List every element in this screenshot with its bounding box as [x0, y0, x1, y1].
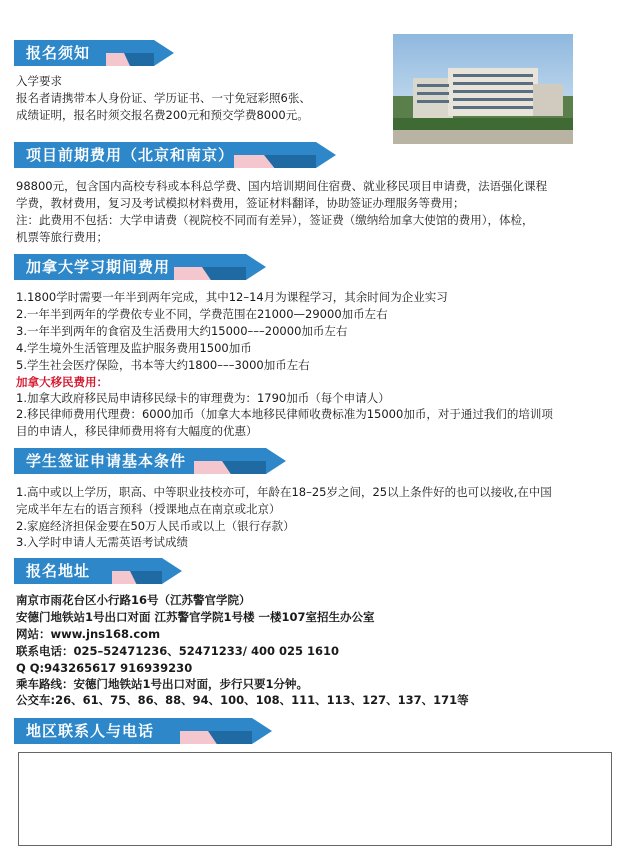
route-info: 乘车路线：安德门地铁站1号出口对面，步行只要1分钟。 — [16, 677, 309, 691]
website-link[interactable]: 网站：www.jns168.com — [16, 627, 161, 641]
section-banner-address — [14, 558, 182, 584]
canada-line: 2.一年半到两年的学费依专业不同，学费范围在21000—29000加币左右 — [16, 307, 388, 321]
section-title: 地区联系人与电话 — [26, 722, 155, 740]
address-line: 南京市雨花台区小行路16号（江苏警官学院） — [16, 593, 251, 607]
prefees-line: 学费，教材费用，复习及考试模拟材料费用，签证材料翻译，协助签证办理服务等费用； — [16, 196, 465, 210]
qq-numbers: Q Q:943265617 916939230 — [16, 661, 193, 675]
prefees-line: 注：此费用不包括：大学申请费（视院校不同而有差异），签证费（缴纳给加拿大使馆的费用），体检， — [16, 213, 534, 227]
section-title: 项目前期费用（北京和南京） — [26, 146, 235, 164]
immigration-line: 1.加拿大政府移民局申请移民绿卡的审理费为：1790加币（每个申请人） — [16, 391, 390, 405]
prefees-line: 98800元，包含国内高校专科或本科总学费、国内培训期间住宿费、就业移民项目申请费，法语强化课程 — [16, 179, 548, 193]
notice-line: 成绩证明，报名时须交报名费200元和预交学费8000元。 — [16, 108, 309, 122]
bus-lines: 公交车:26、61、75、86、88、94、100、108、111、113、127、137、171等 — [16, 693, 469, 707]
notice-line: 报名者请携带本人身份证、学历证书、一寸免冠彩照6张、 — [16, 91, 311, 105]
section-title: 报名地址 — [26, 562, 91, 580]
immigration-fee-heading: 加拿大移民费用： — [16, 375, 108, 389]
visa-line: 2.家庭经济担保金要在50万人民币或以上（银行存款） — [16, 519, 295, 533]
canada-line: 5.学生社会医疗保险，书本等大约1800–––3000加币左右 — [16, 358, 310, 372]
section-banner-visa — [14, 448, 286, 474]
visa-line: 完成半年左右的语言预科（授课地点在南京或北京） — [16, 502, 281, 516]
canada-line: 4.学生境外生活管理及监护服务费用1500加币 — [16, 341, 252, 355]
immigration-line: 2.移民律师费用代理费：6000加币（加拿大本地移民律师收费标准为15000加币，对于通过我们的培训项 — [16, 407, 553, 421]
phone-numbers: 联系电话：025–52471236、52471233/ 400 025 1610 — [16, 644, 340, 658]
section-banner-regional-contacts — [14, 718, 272, 744]
immigration-line: 目的申请人，移民律师费用将有大幅度的优惠） — [16, 424, 258, 438]
section-title: 报名须知 — [26, 44, 91, 62]
visa-line: 1.高中或以上学历，职高、中等职业技校亦可，年龄在18–25岁之间，25以上条件好的也可以接收,在中国 — [16, 485, 552, 499]
canada-line: 3.一年半到两年的食宿及生活费用大约15000–––20000加币左右 — [16, 324, 348, 338]
prefees-line: 机票等旅行费用； — [16, 230, 108, 244]
campus-building-photo — [393, 34, 573, 144]
section-banner-notice — [14, 40, 174, 66]
section-banner-canada-fees — [14, 254, 266, 280]
canada-line: 1.1800学时需要一年半到两年完成，其中12–14月为课程学习，其余时间为企业实习 — [16, 290, 448, 304]
address-line: 安德门地铁站1号出口对面 江苏警官学院1号楼 一楼107室招生办公室 — [16, 610, 375, 624]
section-banner-prefees — [14, 142, 336, 168]
visa-line: 3.入学时申请人无需英语考试成绩 — [16, 535, 188, 549]
regional-contact-box — [18, 752, 612, 846]
section-title: 学生签证申请基本条件 — [26, 452, 187, 470]
section-title: 加拿大学习期间费用 — [26, 258, 171, 276]
notice-line: 入学要求 — [16, 74, 62, 88]
